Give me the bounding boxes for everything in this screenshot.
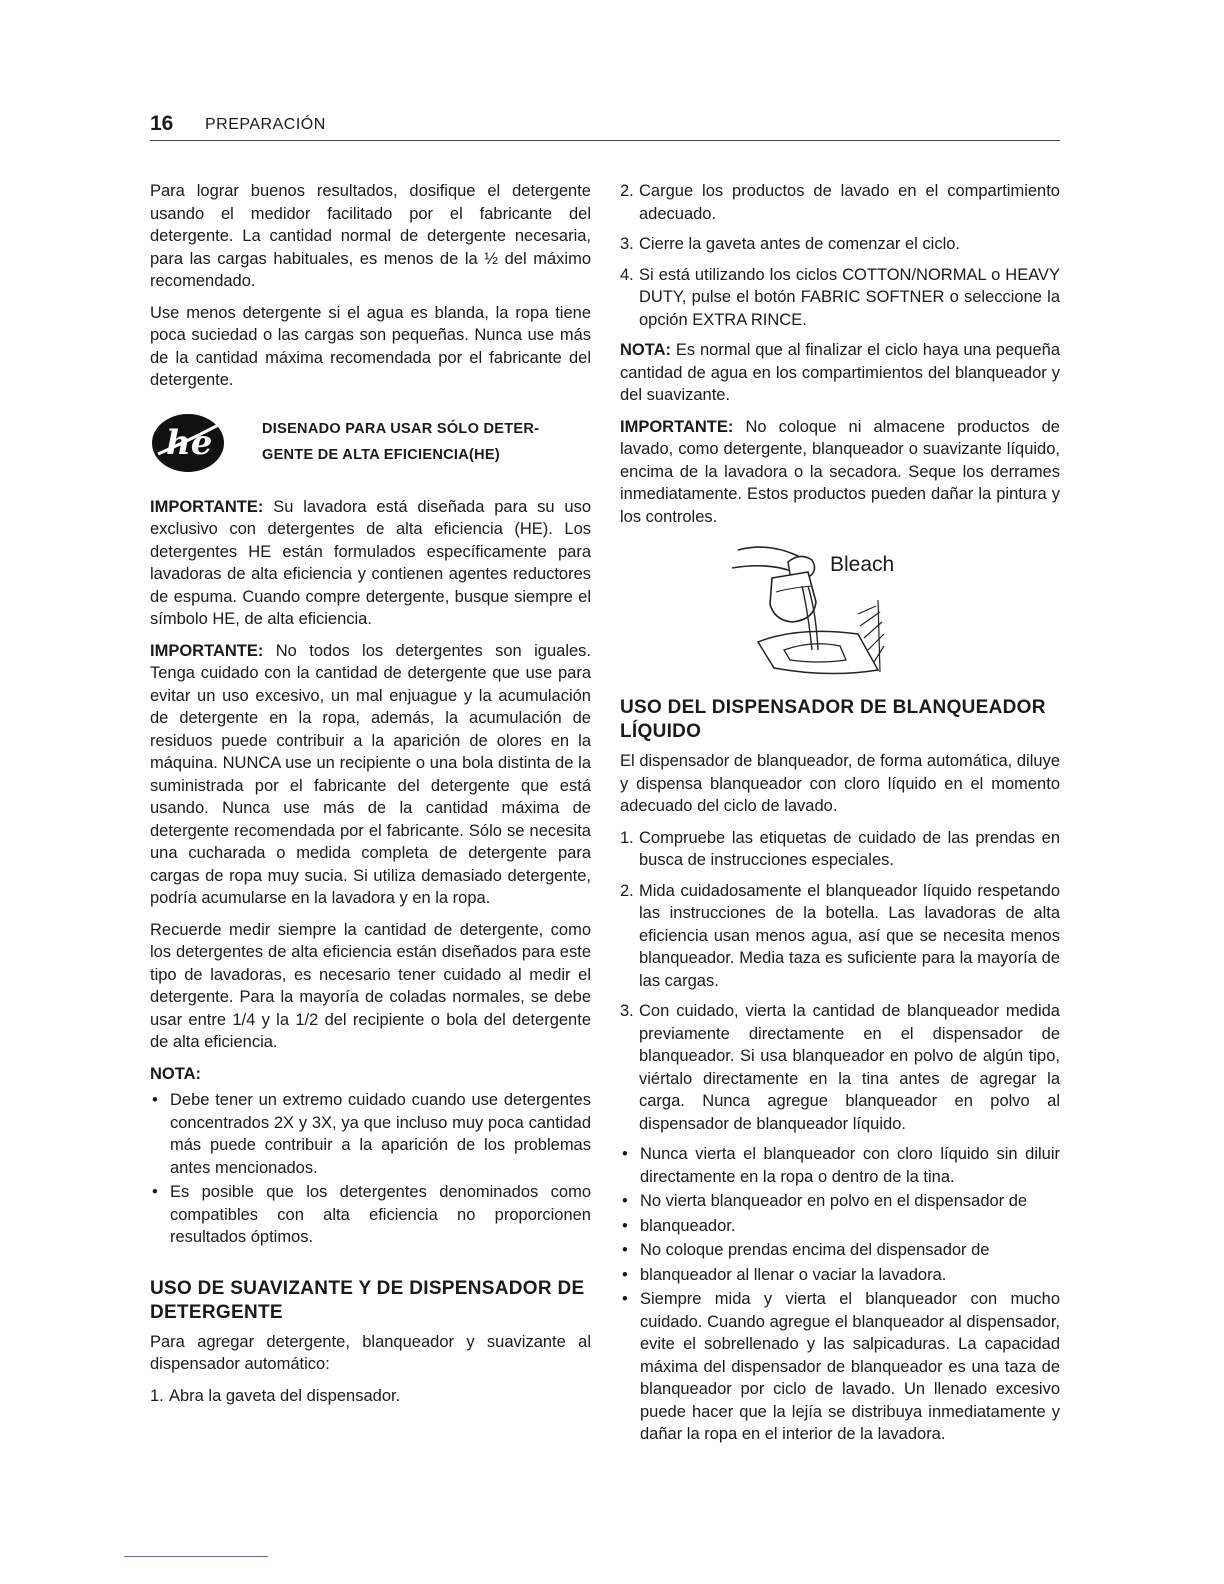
step-text: Mida cuidadosamente el blanqueador líquido respetando las instrucciones de la botella. Las lavadoras de alta eficiencia usan menos agua, así que se necesita menos blanqueador. Media taza es suficiente para la mayoría de las cargas. <box>639 881 1060 990</box>
step-number: 2. <box>620 182 634 200</box>
important-storage-paragraph <box>620 416 1060 529</box>
paragraph-measure: Recuerde medir siempre la cantidad de detergente, como los detergentes de alta eficiencia están diseñados para este tipo de lavadoras, es necesario tener cuidado al medir el detergente. Para la mayoría de coladas normales, se debe usar entre 1/4 y la 1/2 del recipiente o bola del detergente de alta eficiencia. <box>150 920 591 1051</box>
step-text: Abra la gaveta del dispensador. <box>169 1386 401 1405</box>
important-label: IMPORTANTE: <box>150 641 264 660</box>
list-item <box>620 180 1060 225</box>
list-item: • Siempre mida y vierta el blanqueador con mucho cuidado. Cuando agregue el blanqueador al dispensador, evite el sobrellenado y las salpicaduras. La capacidad máxima del dispensador de blanqueador es una taza de blanqueador por ciclo de lavado. Un llenado excesivo puede hacer que la lejía se distribuya inmediatamente y dañar la ropa en el interior de la lavadora. <box>620 1288 1060 1446</box>
paragraph-bleach-intro: El dispensador de blanqueador, de forma automática, diluye y dispensa blanqueador con cloro líquido en el momento adecuado del ciclo de lavado. <box>620 752 1060 815</box>
important-detergents-paragraph <box>150 640 591 910</box>
he-logo-text: he <box>166 422 213 463</box>
list-item <box>150 1385 591 1408</box>
important-text: Su lavadora está diseñada para su uso exclusivo con detergentes de alta eficiencia (HE). Los detergentes HE están formulados específicamente para lavadoras de alta eficiencia y contienen agentes reductores de espuma. Cuando compre detergente, busque siempre el símbolo HE, de alta eficiencia. <box>150 497 591 628</box>
step-number: 4. <box>620 265 634 284</box>
bleach-bullets <box>620 1143 1060 1446</box>
bleach-pour-icon <box>728 542 928 682</box>
step-number: 1. <box>620 828 634 847</box>
step-number: 3. <box>620 1002 634 1020</box>
nota-text: Es normal que al finalizar el ciclo haya una pequeña cantidad de agua en los compartimientos del blanqueador y del suavizante. <box>620 341 1060 404</box>
paragraph-dosage: Para lograr buenos resultados, dosifique el detergente usando el medidor facilitado por el fabricante del detergente. La cantidad normal de detergente necesaria, para las cargas habituales, es menos de la ½ del máximo recomendado. <box>150 182 591 290</box>
step-text: Cargue los productos de lavado en el compartimiento adecuado. <box>639 182 1060 223</box>
list-item <box>620 264 1060 332</box>
step-text: Compruebe las etiquetas de cuidado de las prendas en busca de instrucciones especiales. <box>639 828 1060 869</box>
important-label: IMPORTANTE: <box>150 497 264 516</box>
section-heading-bleach-dispenser: USO DEL DISPENSADOR DE BLANQUEADOR LÍQUIDO <box>620 697 1046 742</box>
list-item: • No coloque prendas encima del dispensador de <box>620 1239 1060 1262</box>
steps-list <box>620 180 1060 331</box>
list-item <box>620 233 1060 256</box>
important-text: No coloque ni almacene productos de lavado, como detergente, blanqueador o suavizante líquido, encima de la lavadora o la secadora. Seque los derrames inmediatamente. Estos productos pueden dañar la pintura y los controles. <box>620 417 1060 526</box>
footer-rule <box>124 1556 268 1557</box>
he-line-2: GENTE DE ALTA EFICIENCIA(HE) <box>262 446 500 463</box>
he-notice-text <box>262 416 539 468</box>
step-number: 1. <box>150 1386 164 1405</box>
important-he-paragraph <box>150 496 591 631</box>
step-number: 2. <box>620 881 634 900</box>
list-item: • Es posible que los detergentes denominados como compatibles con alta eficiencia no proporcionen resultados óptimos. <box>150 1181 591 1249</box>
step-text: Con cuidado, vierta la cantidad de blanqueador medida previamente directamente en el dispensador de blanqueador. Si usa blanqueador en polvo de algún tipo, viértalo directamente en la tina antes de agregar la carga. Nunca agregue blanqueador en polvo al dispensador de blanqueador líquido. <box>639 1002 1060 1133</box>
step-text: Si está utilizando los ciclos COTTON/NORMAL o HEAVY DUTY, pulse el botón FABRIC SOFTNER o seleccione la opción EXTRA RINCE. <box>639 265 1060 329</box>
he-logo-icon <box>150 410 232 474</box>
list-item <box>620 1000 1060 1135</box>
he-notice <box>150 410 591 474</box>
paragraph-softener-intro: Para agregar detergente, blanqueador y suavizante al dispensador automático: <box>150 1332 591 1373</box>
list-item: • Debe tener un extremo cuidado cuando use detergentes concentrados 2X y 3X, ya que incluso muy poca cantidad más puede contribuir a la aparición de los problemas antes mencionados. <box>150 1089 591 1179</box>
left-column <box>150 180 591 1415</box>
section-heading-softener: USO DE SUAVIZANTE Y DE DISPENSADOR DE DETERGENTE <box>150 1277 585 1323</box>
bleach-steps-list <box>620 827 1060 1136</box>
page-number: 16 <box>150 112 174 135</box>
steps-list <box>150 1385 591 1408</box>
list-item <box>620 827 1060 872</box>
bleach-illustration <box>728 542 928 682</box>
he-line-1: DISENADO PARA USAR SÓLO DETER- <box>262 420 540 437</box>
list-item: • No vierta blanqueador en polvo en el dispensador de <box>620 1190 1060 1213</box>
page-header <box>150 112 1060 141</box>
nota-heading: NOTA: <box>150 1064 202 1083</box>
list-item: • blanqueador. <box>620 1215 1060 1238</box>
step-text: Cierre la gaveta antes de comenzar el ciclo. <box>639 235 960 253</box>
right-column <box>620 180 1060 1456</box>
nota-list <box>150 1089 591 1249</box>
step-number: 3. <box>620 235 634 253</box>
nota-label: NOTA: <box>620 341 672 359</box>
important-text: No todos los detergentes son iguales. Tenga cuidado con la cantidad de detergente que use para evitar un uso excesivo, un mal enjuague y la acumulación de detergente en la ropa, además, la acumulación de residuos puede contribuir a la aparición de olores en la máquina. NUNCA use un recipiente o una bola distinta de la suministrada por el fabricante del detergente que está usando. Nunca use más de la cantidad máxima de detergente recomendada por el fabricante. Sólo se necesita una cucharada o medida completa de detergente para cargas de ropa muy sucia. Si utiliza demasiado detergente, podría acumularse en la lavadora y en la ropa. <box>150 641 591 907</box>
list-item: • blanqueador al llenar o vaciar la lavadora. <box>620 1264 1060 1287</box>
list-item <box>620 880 1060 993</box>
important-label: IMPORTANTE: <box>620 417 734 436</box>
section-title: PREPARACIÓN <box>205 116 326 133</box>
list-item: • Nunca vierta el blanqueador con cloro líquido sin diluir directamente en la ropa o dentro de la tina. <box>620 1143 1060 1188</box>
nota-paragraph <box>620 339 1060 407</box>
paragraph-less-detergent: Use menos detergente si el agua es blanda, la ropa tiene poca suciedad o las cargas son pequeñas. Nunca use más de la cantidad máxima recomendada por el fabricante del detergente. <box>150 303 591 389</box>
bleach-label: Bleach <box>830 553 895 576</box>
